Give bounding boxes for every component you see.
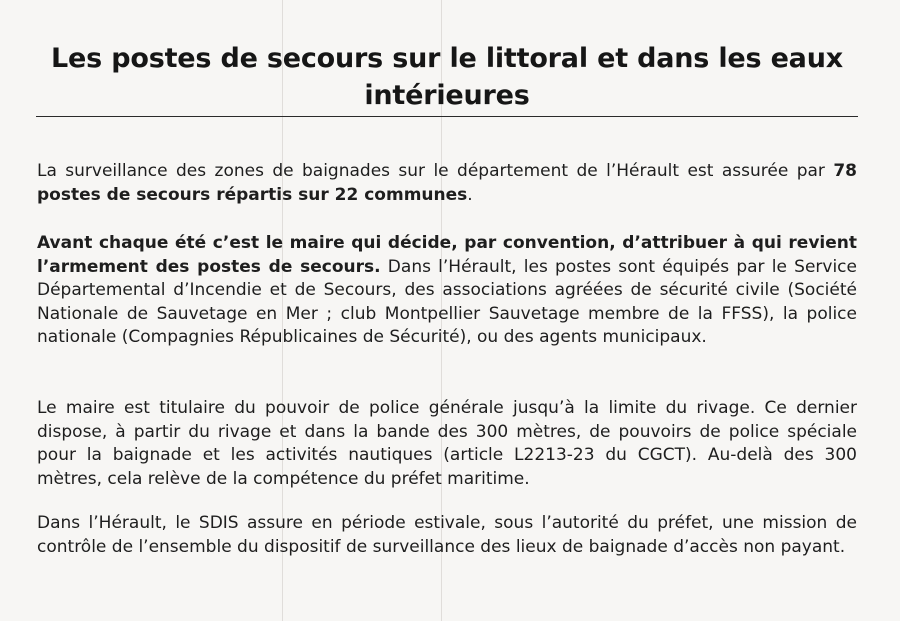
text-run-bold: Avant chaque été c’est le maire qui décide, par convention, d’attribuer à qui revient l’armement des postes de secours. bbox=[37, 233, 857, 277]
text-run-bold: 78 postes de secours répartis sur 22 communes bbox=[37, 161, 857, 205]
text-run: La surveillance des zones de baignades sur le département de l’Hérault est assurée par bbox=[37, 161, 834, 181]
paragraph-police bbox=[37, 397, 857, 491]
title-underline bbox=[36, 116, 858, 117]
paragraph-surveillance bbox=[37, 160, 857, 207]
paragraph-armement bbox=[37, 232, 857, 350]
text-run: . bbox=[467, 184, 473, 205]
paragraph-sdis bbox=[37, 512, 857, 559]
page-title: Les postes de secours sur le littoral et dans les eaux intérieures bbox=[51, 43, 843, 111]
text-run: Dans l’Hérault, le SDIS assure en période estivale, sous l’autorité du préfet, une mission de contrôle de l’ensemble du dispositif de surveillance des lieux de baignade d’accès non payant. bbox=[37, 513, 857, 557]
text-run: Dans l’Hérault, les postes sont équipés par le Service Départemental d’Incendie et de Secours, des associations agréées de sécurité civile (Société Nationale de Sauvetage en Mer ; club Montpellier Sauvetage membre de la FFSS), la police nationale (Compagnies Républicaines de Sécurité), ou des agents municipaux. bbox=[37, 256, 857, 347]
text-run: Le maire est titulaire du pouvoir de police générale jusqu’à la limite du rivage. Ce dernier dispose, à partir du rivage et dans la bande des 300 mètres, de pouvoirs de police spéciale pour la baignade et les activités nautiques (article L2213-23 du CGCT). Au-delà des 300 mètres, cela relève de la compétence du préfet maritime. bbox=[37, 398, 857, 489]
